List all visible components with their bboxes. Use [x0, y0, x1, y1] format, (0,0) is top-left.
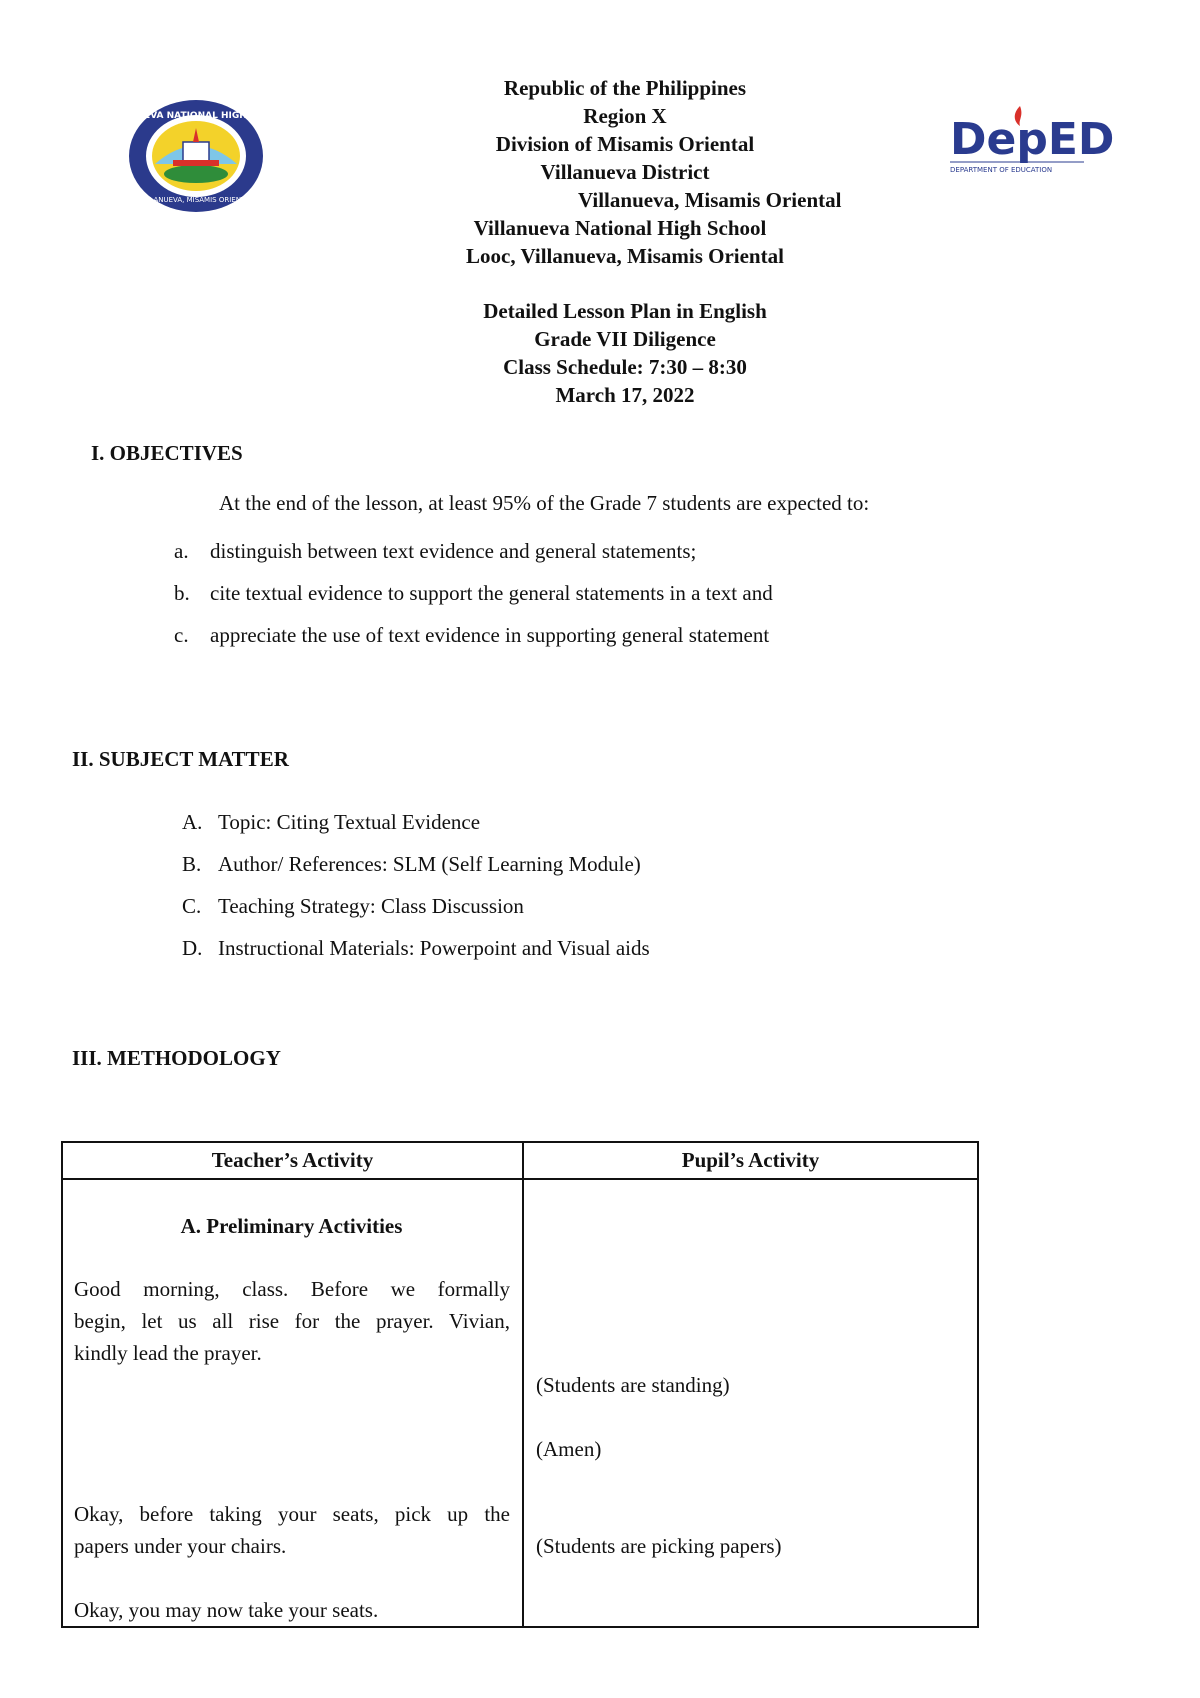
objectives-intro: At the end of the lesson, at least 95% of the Grade 7 students are expected to:: [219, 491, 870, 515]
header-republic: Republic of the Philippines: [503, 76, 747, 100]
subject-text: Topic: Citing Textual Evidence: [218, 810, 481, 834]
objective-marker: c.: [174, 623, 189, 647]
header-division: Division of Misamis Oriental: [495, 132, 755, 156]
header-region: Region X: [583, 104, 667, 128]
teacher-activity-header: Teacher’s Activity: [62, 1142, 523, 1179]
objectives-heading: I. OBJECTIVES: [91, 441, 243, 465]
plan-grade: Grade VII Diligence: [534, 327, 716, 351]
subject-matter-heading: II. SUBJECT MATTER: [72, 747, 289, 771]
school-seal-logo: [100, 98, 292, 214]
subject-item: [182, 810, 480, 835]
subject-marker: A.: [182, 810, 203, 834]
teacher-text-line: Okay, before taking your seats, pick up the: [74, 1502, 510, 1526]
plan-date: March 17, 2022: [555, 383, 695, 407]
preliminary-activities-subheading: A. Preliminary Activities: [180, 1214, 403, 1238]
objective-marker: b.: [174, 581, 190, 605]
seal-text-top: VILLANUEVA NATIONAL HIGH SCHOOL: [100, 111, 292, 121]
objective-item: [174, 623, 769, 648]
header-school-name: Villanueva National High School: [473, 216, 767, 240]
methodology-table: [61, 1141, 979, 1628]
subject-marker: D.: [182, 936, 203, 960]
header-address: Looc, Villanueva, Misamis Oriental: [466, 244, 784, 268]
subject-marker: C.: [182, 894, 202, 918]
teacher-text-line: Good morning, class. Before we formally: [74, 1277, 510, 1301]
teacher-activity-cell: [62, 1179, 523, 1627]
deped-logo: [948, 100, 1115, 182]
plan-title: Detailed Lesson Plan in English: [483, 299, 767, 323]
subject-text: Teaching Strategy: Class Discussion: [218, 894, 524, 918]
pupil-activity-cell: [523, 1179, 978, 1627]
subject-item: [182, 936, 650, 961]
seal-text-bottom: VILLANUEVA, MISAMIS ORIENTAL: [138, 196, 254, 204]
objective-item: [174, 581, 773, 606]
subject-text: Author/ References: SLM (Self Learning Module): [218, 852, 641, 876]
deped-logo-text: DepED: [950, 114, 1115, 165]
header-municipality: Villanueva, Misamis Oriental: [578, 188, 842, 212]
teacher-text-line: papers under your chairs.: [74, 1534, 287, 1558]
subject-item: [182, 894, 524, 919]
objective-text: distinguish between text evidence and general statements;: [210, 539, 697, 563]
subject-item: [182, 852, 641, 877]
methodology-heading: III. METHODOLOGY: [72, 1046, 281, 1070]
pupil-response: (Students are standing): [536, 1373, 730, 1397]
objective-marker: a.: [174, 539, 189, 563]
plan-schedule: Class Schedule: 7:30 – 8:30: [503, 355, 747, 379]
subject-marker: B.: [182, 852, 202, 876]
objective-text: cite textual evidence to support the general statements in a text and: [210, 581, 773, 605]
teacher-text-line: kindly lead the prayer.: [74, 1341, 262, 1365]
subject-text: Instructional Materials: Powerpoint and Visual aids: [218, 936, 650, 960]
teacher-text-line: Okay, you may now take your seats.: [74, 1598, 379, 1622]
pupil-response: (Amen): [536, 1437, 602, 1461]
teacher-text-line: begin, let us all rise for the prayer. Vivian,: [74, 1309, 510, 1333]
pupil-response: (Students are picking papers): [536, 1534, 782, 1558]
header-district: Villanueva District: [540, 160, 710, 184]
pupil-activity-header: Pupil’s Activity: [523, 1142, 978, 1179]
objective-item: [174, 539, 696, 564]
objective-text: appreciate the use of text evidence in supporting general statement: [210, 623, 770, 647]
deped-logo-subtitle: DEPARTMENT OF EDUCATION: [950, 166, 1053, 174]
